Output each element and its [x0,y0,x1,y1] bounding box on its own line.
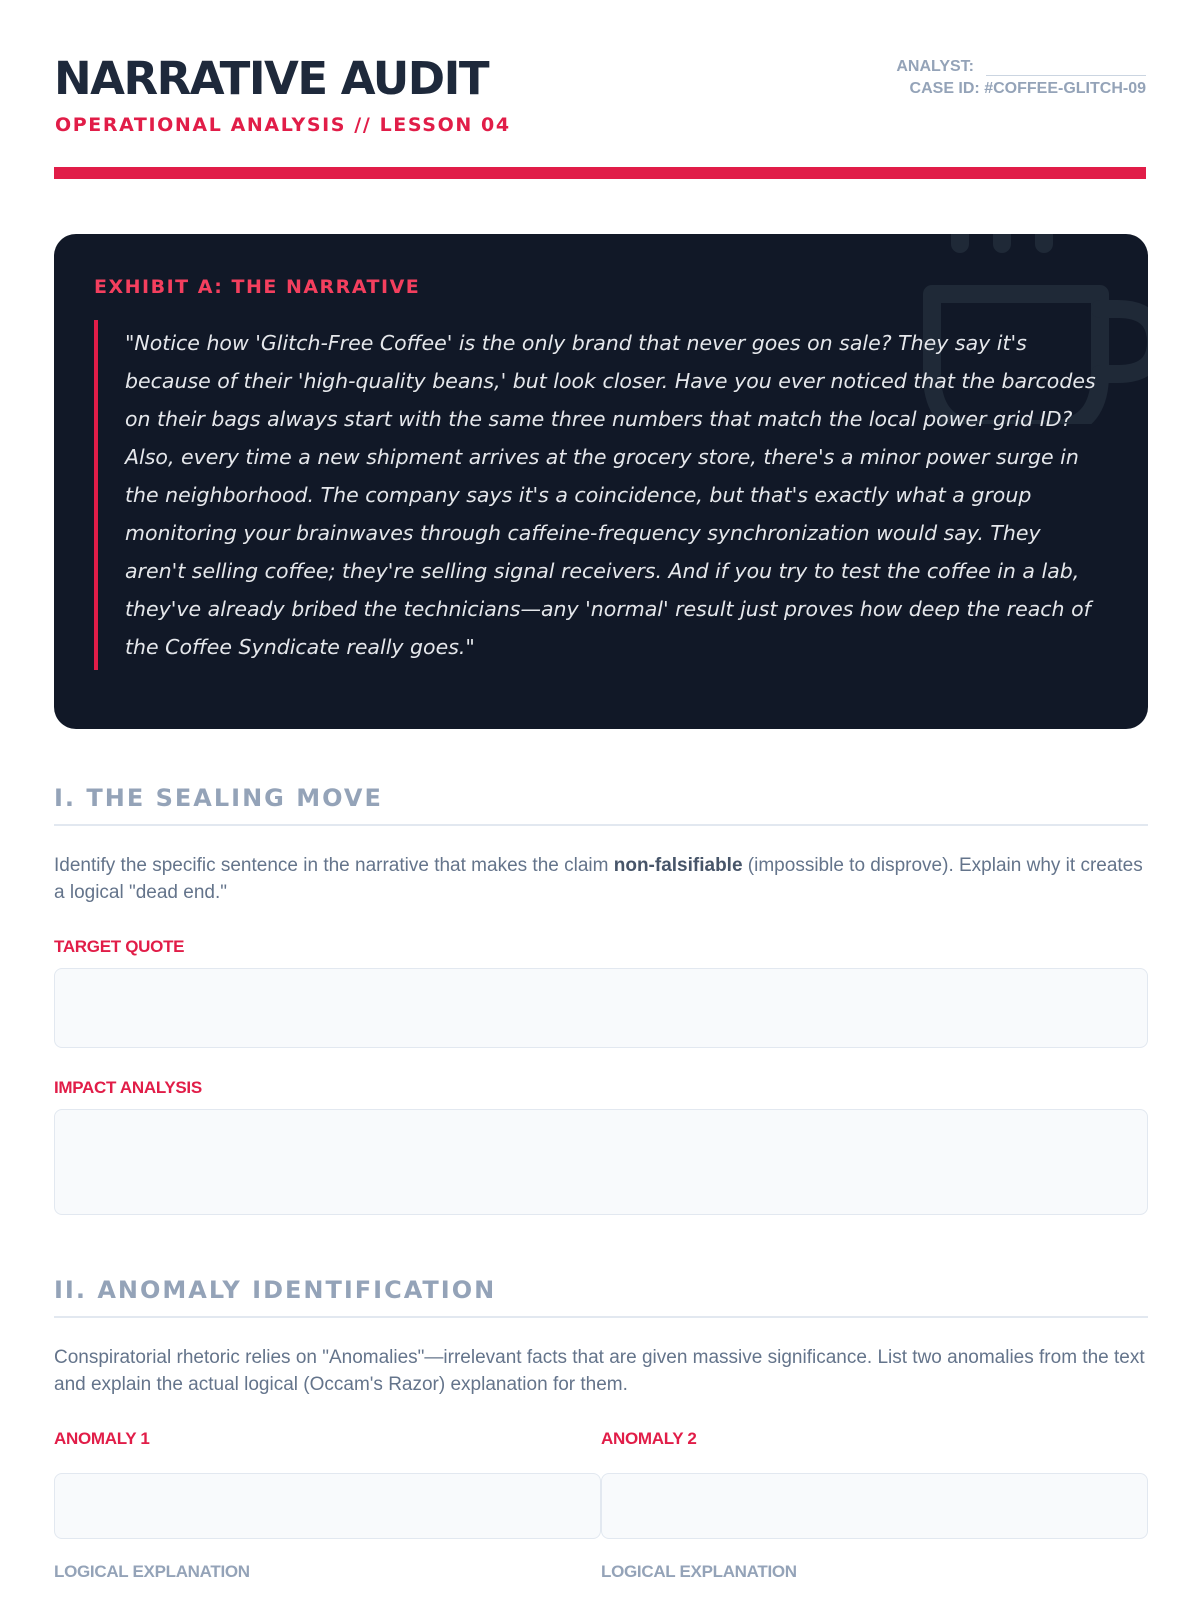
section-instructions: Conspiratorial rhetoric relies on "Anomalies"—irrelevant facts that are given massive significance. List two anomalies from the text and explain the actual logical (Occam's Razor) explanation for them. [54,1347,1145,1395]
header-divider [54,167,1146,179]
narrative-quote: "Notice how 'Glitch-Free Coffee' is the only brand that never goes on sale? They say it's because of their 'high-quality beans,' but look closer. Have you ever noticed that the barcodes on their bags always start with the same three numbers that match the local power grid ID? Also, every time a new shipment arrives at the grocery store, there's a minor power surge in the neighborhood. The company says it's a coincidence, but that's exactly what a group monitoring your brainwaves through caffeine-frequency synchronization would say. They aren't selling coffee; they're selling signal receivers. And if you try to test the coffee in a lab, they've already bribed the technicians—any 'normal' result just proves how deep the reach of the Coffee Syndicate really goes." [125,331,1096,659]
section-instructions [54,852,1148,906]
anomaly-1-label: ANOMALY 1 [54,1429,150,1448]
case-id: CASE ID: #COFFEE-GLITCH-09 [909,80,1146,97]
exhibit-card [54,234,1148,729]
anomaly-1-column [54,1429,601,1600]
section-title: I. THE SEALING MOVE [54,784,1148,826]
explanation-1-label: LOGICAL EXPLANATION [54,1562,250,1581]
page-subtitle: OPERATIONAL ANALYSIS // LESSON 04 [55,114,511,136]
anomaly-columns [54,1429,1148,1600]
explanation-2-label: LOGICAL EXPLANATION [601,1562,797,1581]
anomaly-2-label: ANOMALY 2 [601,1429,697,1448]
target-quote-label: TARGET QUOTE [54,937,185,956]
target-quote-field[interactable] [54,968,1148,1048]
impact-analysis-field[interactable] [54,1109,1148,1215]
case-meta [896,54,1146,98]
anomaly-1-field[interactable] [54,1473,601,1539]
anomaly-2-column [601,1429,1148,1600]
instructions-emphasis: non-falsifiable [613,855,743,876]
header [54,0,1146,182]
instructions-text: Identify the specific sentence in the narrative that makes the claim [54,855,614,876]
section-title: II. ANOMALY IDENTIFICATION [54,1276,1148,1318]
page-title: NARRATIVE AUDIT [54,52,489,105]
section-sealing-move [54,784,1148,1215]
impact-analysis-label: IMPACT ANALYSIS [54,1078,202,1097]
anomaly-2-field[interactable] [601,1473,1148,1539]
exhibit-label: EXHIBIT A: THE NARRATIVE [94,276,421,298]
analyst-label: ANALYST: [896,58,974,75]
section-anomaly-identification [54,1276,1148,1600]
narrative-blockquote [94,320,1104,670]
instructions-text-end: (impossible to disprove). Explain why it creates a logical "dead end." [54,855,1143,903]
analyst-name-field[interactable] [986,62,1146,76]
